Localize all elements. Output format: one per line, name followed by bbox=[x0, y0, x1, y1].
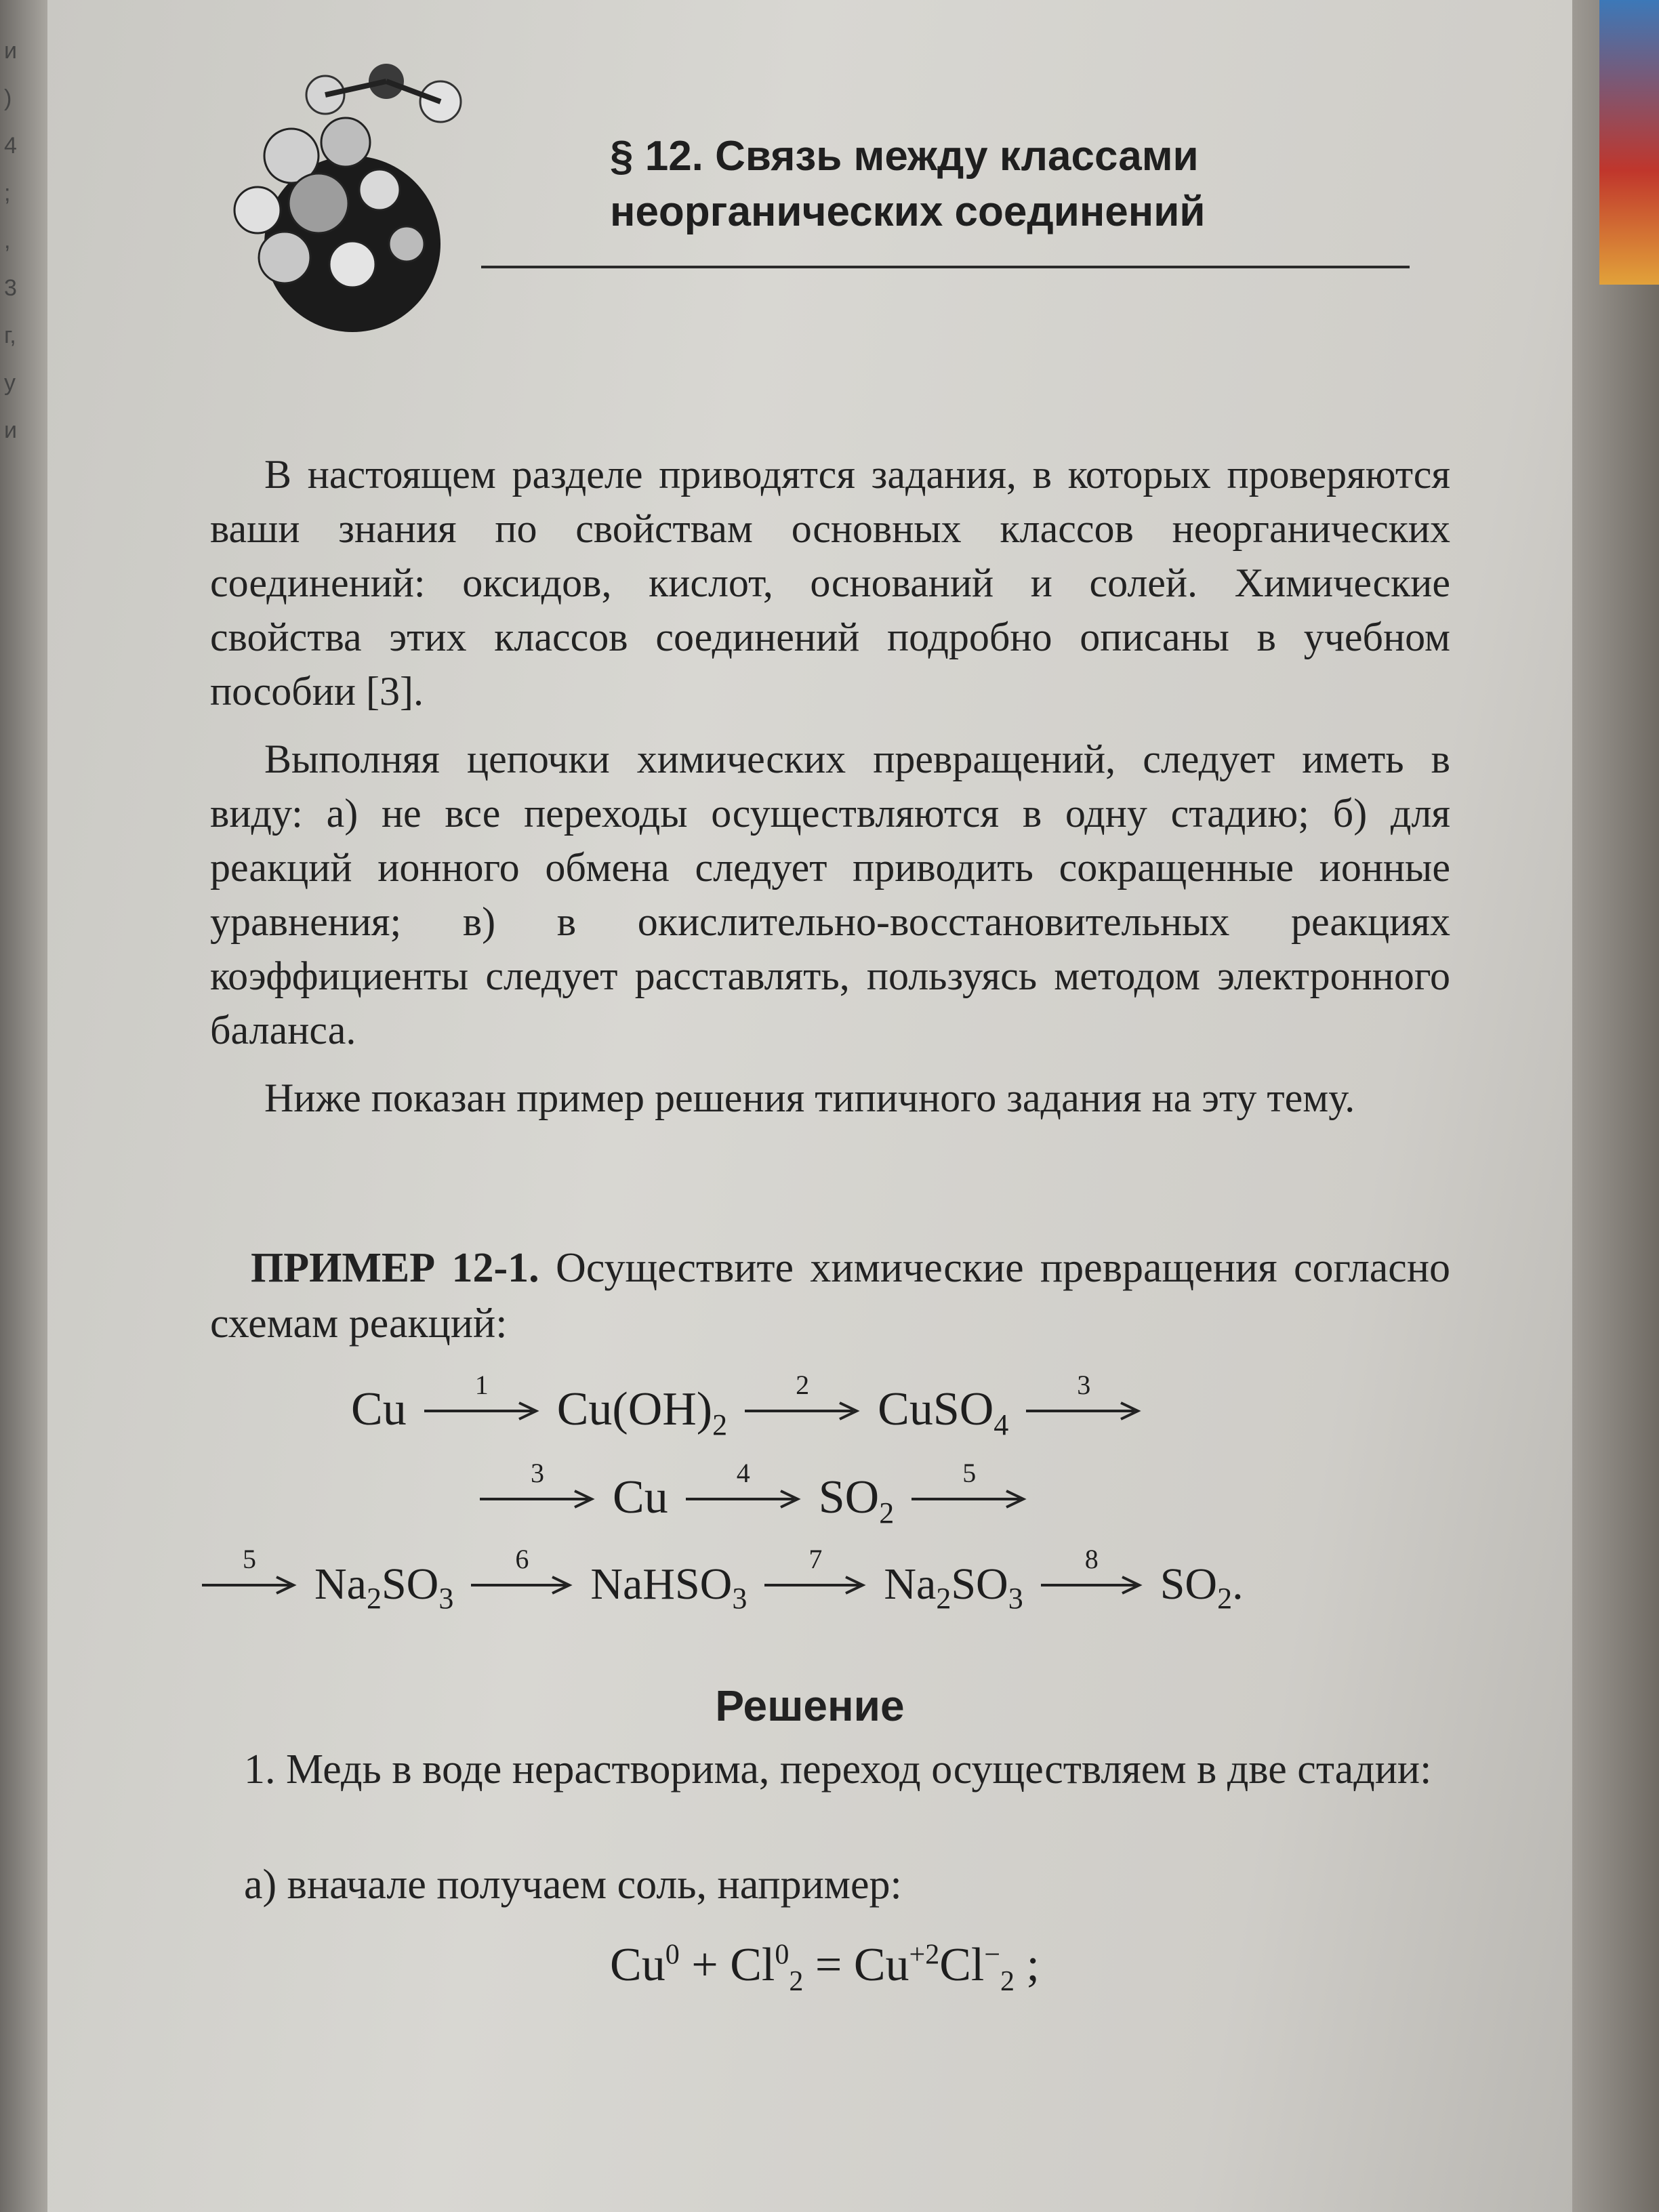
intro-paragraph-3: Ниже показан пример решения типичного задания на эту тему. bbox=[264, 1076, 1355, 1120]
arrow-5-continued bbox=[202, 1544, 297, 1599]
solution-heading: Решение bbox=[715, 1681, 905, 1730]
arrow-8 bbox=[1041, 1544, 1143, 1599]
arrow-7-number: 7 bbox=[808, 1544, 823, 1574]
arrow-5-number: 5 bbox=[962, 1458, 977, 1488]
section-title bbox=[610, 129, 1423, 240]
formula-cuso4: CuSO$_4$ bbox=[878, 1383, 1009, 1441]
arrow-3-number: 3 bbox=[1077, 1370, 1091, 1400]
arrow-1-number: 1 bbox=[474, 1370, 489, 1400]
example-statement bbox=[210, 1240, 1450, 1351]
formula-na2so3-2: $Na_2SO_3$ bbox=[884, 1559, 1023, 1616]
intro-paragraph-1: В настоящем разделе приводятся задания, в которых проверяются ваши знания по свойствам основных классов неорганических соединений: оксидов, кислот, оснований и солей. Химические свойства этих классов соединений подробно описаны в учебном пособии [3]. bbox=[210, 452, 1450, 714]
arrow-4-number: 4 bbox=[736, 1458, 750, 1488]
reaction-chain-row-3 bbox=[190, 1544, 1249, 1616]
arrow-1 bbox=[424, 1370, 539, 1425]
solution-step-1a: а) вначале получаем соль, например: bbox=[244, 1862, 902, 1908]
intro-paragraph-2: Выполняя цепочки химических превращений, следует иметь в виду: а) не все переходы осуществляются в одну стадию; б) для реакций ионного обмена следует приводить сокращенные ионные уравнения; в) в окислительно-восстановительных реакциях коэффициенты следует расставлять, пользуясь методом электронного баланса. bbox=[210, 737, 1450, 1052]
background-book-cover bbox=[1599, 0, 1659, 285]
arrow-2 bbox=[745, 1370, 860, 1425]
arrow-5 bbox=[912, 1458, 1027, 1513]
background-books bbox=[1572, 0, 1659, 2212]
formula-so2-final: $SO_2$. bbox=[1160, 1559, 1244, 1616]
arrow-6 bbox=[471, 1544, 573, 1599]
formula-na2so3: $Na_2SO_3$ bbox=[314, 1559, 454, 1616]
arrow-3-continued bbox=[480, 1458, 595, 1513]
reaction-chain-row-2 bbox=[468, 1458, 1039, 1530]
formula-cu-oh-2: $Cu(OH)_2$ bbox=[556, 1383, 728, 1441]
equation-cu-cl2: $Cu^0 + Cl^0_2 = Cu^{+2}Cl^-_2$ ; bbox=[610, 1939, 1040, 1997]
facing-page-edge bbox=[0, 0, 47, 2212]
arrow-3 bbox=[1026, 1370, 1141, 1425]
solution-step-1: 1. Медь в воде нерастворима, переход осуществляем в две стадии: bbox=[244, 1746, 1432, 1793]
formula-cu-2: Cu bbox=[613, 1471, 668, 1523]
molecule-illustration bbox=[183, 41, 495, 352]
section-title-line2: неорганических соединений bbox=[610, 188, 1206, 235]
intro-text bbox=[210, 447, 1450, 1125]
arrow-8-number: 8 bbox=[1084, 1544, 1099, 1574]
arrow-6-number: 6 bbox=[515, 1544, 529, 1574]
arrow-7 bbox=[764, 1544, 866, 1599]
example-text: Осуществите химические превращения согласно схемам реакций: bbox=[210, 1245, 1450, 1347]
formula-so2: $SO_2$ bbox=[818, 1471, 895, 1530]
example-label: ПРИМЕР 12-1. bbox=[251, 1245, 539, 1291]
section-title-line1: § 12. Связь между классами bbox=[610, 133, 1199, 180]
title-underline bbox=[481, 266, 1410, 268]
arrow-5-continued-number: 5 bbox=[243, 1544, 256, 1574]
arrow-4 bbox=[686, 1458, 801, 1513]
arrow-3-continued-number: 3 bbox=[531, 1458, 544, 1488]
arrow-2-number: 2 bbox=[796, 1370, 810, 1400]
formula-cu: Cu bbox=[351, 1383, 407, 1435]
formula-nahso3: NaHSO$_3$ bbox=[590, 1559, 747, 1616]
reaction-chain-row-1 bbox=[346, 1370, 1153, 1442]
facing-page-fragments: и ) 4 ; , 3 г, у и bbox=[4, 38, 17, 443]
book-page bbox=[47, 0, 1572, 2212]
